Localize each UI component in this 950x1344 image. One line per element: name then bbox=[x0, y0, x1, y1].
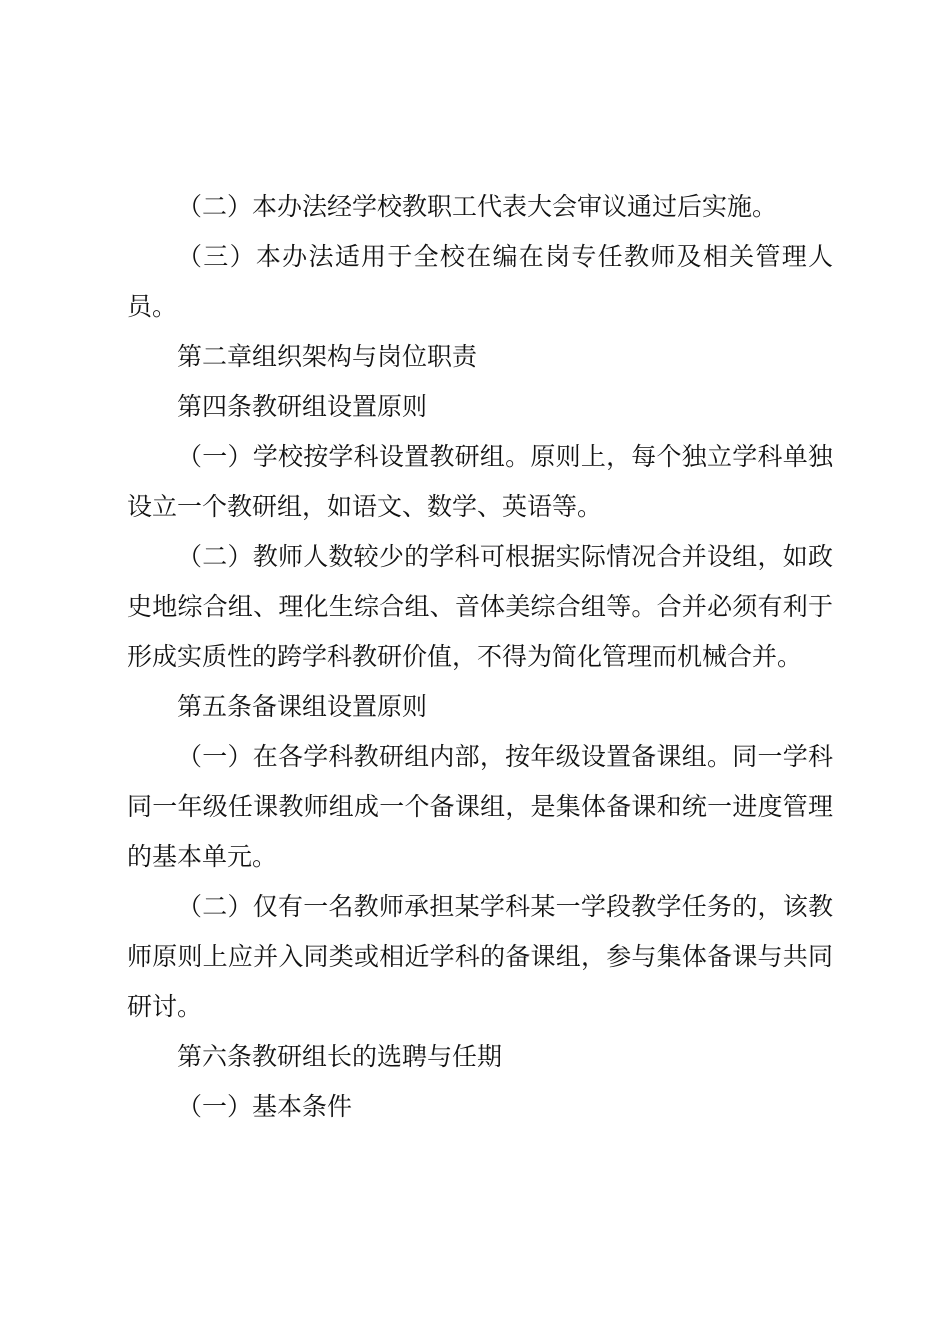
article-6-clause-1: （一）基本条件 bbox=[177, 1092, 353, 1121]
article-5-heading: 第五条备课组设置原则 bbox=[177, 692, 428, 721]
article-4-clause-2: （二）教师人数较少的学科可根据实际情况合并设组，如政史地综合组、理化生综合组、音体美综合组等。合并必须有利于形成实质性的跨学科教研价值，不得为简化管理而机械合并。 bbox=[127, 542, 833, 671]
article-5-clause-1: （一）在各学科教研组内部，按年级设置备课组。同一学科同一年级任课教师组成一个备课组，是集体备课和统一进度管理的基本单元。 bbox=[127, 742, 833, 871]
clause-3-scope: （三）本办法适用于全校在编在岗专任教师及相关管理人员。 bbox=[127, 242, 833, 321]
article-4-clause-1: （一）学校按学科设置教研组。原则上，每个独立学科单独设立一个教研组，如语文、数学、英语等。 bbox=[127, 442, 833, 521]
article-6-heading: 第六条教研组长的选聘与任期 bbox=[177, 1042, 503, 1071]
document-body bbox=[127, 182, 833, 1132]
article-4-heading: 第四条教研组设置原则 bbox=[177, 392, 428, 421]
article-5-clause-2: （二）仅有一名教师承担某学科某一学段教学任务的，该教师原则上应并入同类或相近学科的备课组，参与集体备课与共同研讨。 bbox=[127, 892, 833, 1021]
chapter-2-heading: 第二章组织架构与岗位职责 bbox=[177, 342, 478, 371]
clause-2-implementation: （二）本办法经学校教职工代表大会审议通过后实施。 bbox=[177, 192, 778, 221]
